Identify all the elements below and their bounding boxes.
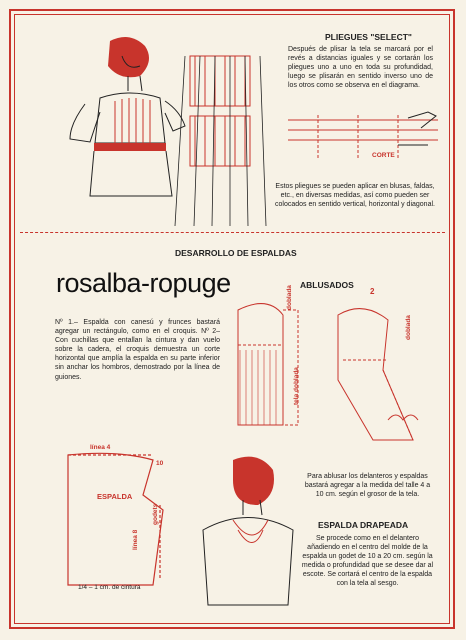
number-10-label: 10	[156, 460, 164, 467]
espalda-body: Nº 1.– Espalda con canesú y frunces bastará agregar un rectángulo, como en el croquis. Nº 2– Con cuchillas que entallan la cintura y dan vuelo sobre la cadera, el croquis demuestra un corte horizontal que amplía la espalda en su parte inferior sin anchar los hombros, demostrado por la línea de guiones.	[55, 319, 220, 381]
section-divider	[20, 232, 445, 233]
godets-label: godets	[152, 503, 159, 525]
linea-4-label: línea 4	[90, 444, 111, 451]
espalda-label: ESPALDA	[97, 492, 133, 501]
woman-blouse-illustration	[30, 26, 270, 226]
corte-label: CORTE	[372, 152, 395, 159]
pleat-cut-diagram	[278, 110, 448, 170]
woman-back-illustration	[188, 450, 298, 610]
drapeada-text: Se procede como en el delantero añadiendo en el centro del molde de la espalda un godet de 10 a 20 cm. según la medida o profundidad que se desee dar al escote. Se cortará el centro de la espalda con la tela al sesgo.	[301, 535, 434, 588]
tela-doblada-label: tela doblada	[293, 367, 300, 405]
espalda-pattern	[60, 445, 190, 595]
doblada-label-1: doblada	[286, 285, 293, 310]
pliegues-body: Después de plisar la tela se marcará por el revés a distancias iguales y se cortarán los pliegues uno a uno en toda su profundidad, luego se plisarán en sentido inverso uno de los otros como se observa en el diagrama.	[288, 46, 433, 90]
back-pattern-2	[328, 290, 438, 450]
linea-8-label: línea 8	[132, 529, 139, 550]
ablusados-title: ABLUSADOS	[300, 280, 354, 290]
drapeada-title: ESPALDA DRAPEADA	[318, 520, 409, 530]
cintura-label: 1/4 – 1 cm. de cintura	[78, 584, 141, 591]
pliegues-footer: Estos pliegues se pueden aplicar en blusas, faldas, etc., en diversas medidas, así como pueden ser colocados en sentido vertical, horizontal y diagonal.	[275, 183, 435, 209]
doblada-label-2: doblada	[405, 315, 412, 340]
number-2-label: 2	[370, 287, 375, 296]
back-pattern-1	[228, 290, 323, 440]
ablusar-text: Para ablusar los delanteros y espaldas bastará agregar a la medida del talle 4 a 10 cm. según el grosor de la tela.	[304, 473, 431, 499]
brand-logo: rosalba-ropuge	[56, 268, 231, 298]
desarrollo-title: DESARROLLO DE ESPALDAS	[175, 248, 297, 258]
pliegues-title: PLIEGUES "SELECT"	[325, 32, 412, 42]
